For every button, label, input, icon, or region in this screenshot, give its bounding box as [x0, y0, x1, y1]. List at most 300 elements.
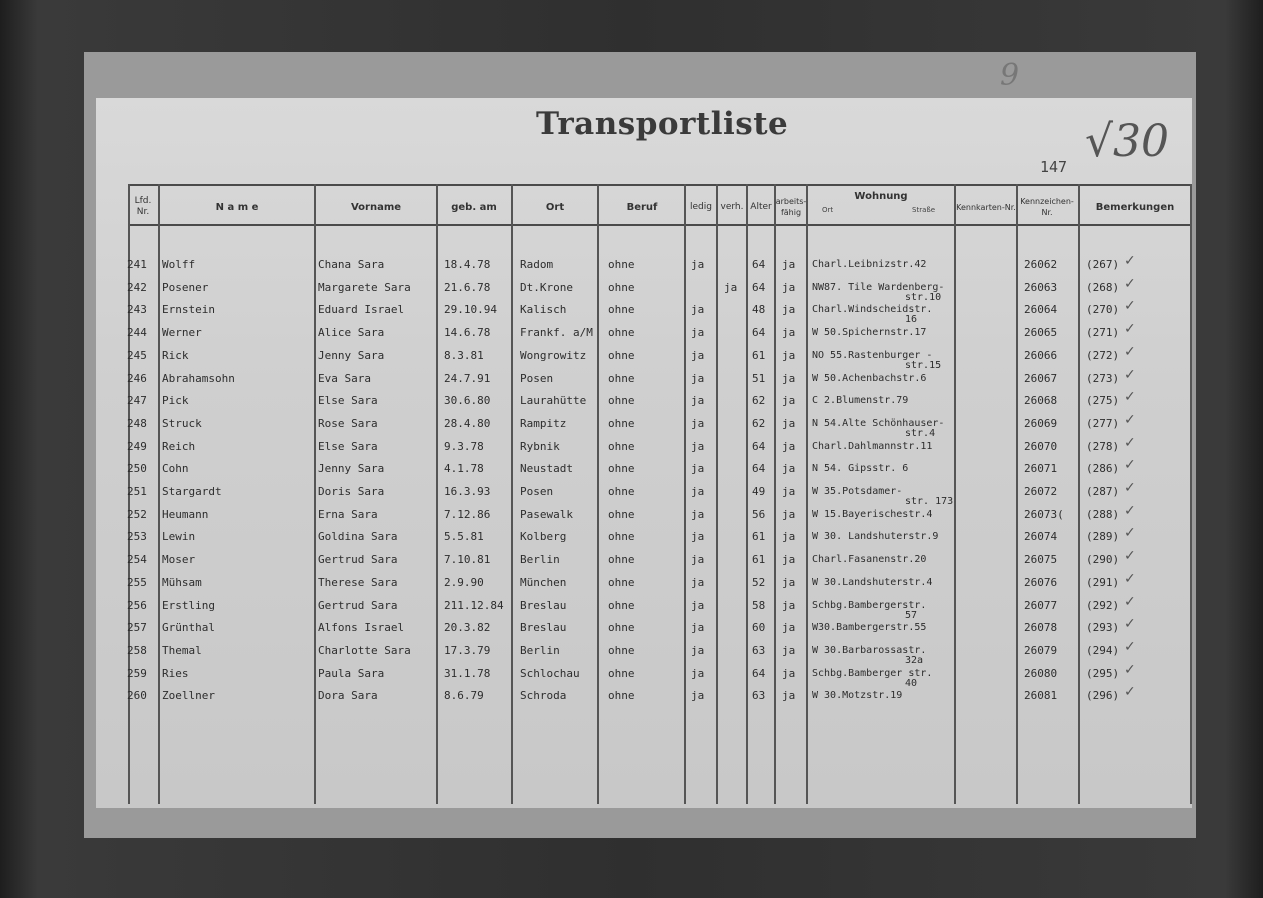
- header-ort: Ort: [545, 201, 565, 213]
- cell-wohnung: Charl.Dahlmannstr.11: [812, 440, 933, 452]
- cell-ledig: ja: [691, 598, 705, 612]
- cell-geb-am: 31.1.78: [444, 666, 491, 680]
- cell-ort: München: [520, 575, 567, 589]
- cell-lfd-nr: 245: [127, 348, 147, 362]
- cell-vorname: Jenny Sara: [318, 462, 385, 476]
- check-mark-icon: ✓: [1124, 275, 1136, 292]
- cell-bemerkung: (294): [1086, 643, 1120, 657]
- cell-wohnung: W 50.Spichernstr.17: [812, 327, 927, 339]
- cell-wohnung: W 30. Landshuterstr.9: [812, 531, 939, 543]
- check-mark-icon: ✓: [1124, 638, 1136, 655]
- cell-lfd-nr: 259: [127, 666, 147, 680]
- header-alter: Alter: [750, 201, 772, 212]
- cell-name: Grünthal: [162, 621, 215, 635]
- cell-lfd-nr: 241: [127, 258, 147, 271]
- cell-bemerkung: (296): [1086, 689, 1120, 703]
- cell-ort: Schlochau: [520, 666, 580, 680]
- cell-geb-am: 28.4.80: [444, 416, 491, 430]
- cell-bemerkung: (278): [1086, 439, 1120, 453]
- cell-name: Mühsam: [162, 575, 202, 589]
- cell-lfd-nr: 260: [127, 689, 147, 703]
- cell-name: Heumann: [162, 507, 209, 521]
- cell-vorname: Alfons Israel: [318, 621, 405, 635]
- cell-wohnung: W 15.Bayerischestr.4: [812, 508, 933, 520]
- cell-lfd-nr: 242: [127, 280, 147, 294]
- cell-ort: Wongrowitz: [520, 348, 587, 362]
- check-mark-icon: ✓: [1124, 661, 1136, 678]
- cell-ort: Dt.Krone: [520, 280, 573, 294]
- cell-lfd-nr: 255: [127, 575, 147, 589]
- column-rule: [436, 184, 438, 804]
- cell-kennzeichen-nr: 26071: [1024, 462, 1058, 476]
- cell-ort: Breslau: [520, 621, 567, 635]
- cell-arbeitsfaehig: ja: [782, 416, 796, 430]
- cell-ort: Breslau: [520, 598, 567, 612]
- cell-wohnung: C 2.Blumenstr.79: [812, 395, 909, 407]
- cell-beruf: ohne: [608, 303, 635, 317]
- cell-bemerkung: (289): [1086, 530, 1120, 544]
- cell-geb-am: 8.3.81: [444, 348, 484, 362]
- column-rule: [1078, 184, 1080, 804]
- cell-vorname: Therese Sara: [318, 575, 398, 589]
- cell-name: Pick: [162, 394, 189, 408]
- check-mark-icon: ✓: [1124, 616, 1136, 633]
- cell-kennzeichen-nr: 26065: [1024, 326, 1058, 340]
- column-rule: [1016, 184, 1018, 804]
- column-rule: [746, 184, 748, 804]
- cell-kennzeichen-nr: 26073(: [1024, 507, 1064, 521]
- cell-alter: 49: [752, 485, 766, 498]
- header-bemerkungen: Bemerkungen: [1095, 201, 1175, 213]
- cell-beruf: ohne: [608, 598, 635, 612]
- cell-wohnung: W 30.Barbarossastr.: [812, 644, 927, 656]
- cell-name: Lewin: [162, 530, 196, 544]
- cell-ledig: ja: [691, 348, 705, 362]
- cell-bemerkung: (272): [1086, 348, 1120, 362]
- cell-alter: 48: [752, 303, 766, 317]
- cell-wohnung: W 30.Landshuterstr.4: [812, 576, 933, 588]
- check-mark-icon: ✓: [1124, 298, 1136, 315]
- cell-arbeitsfaehig: ja: [782, 530, 796, 544]
- cell-vorname: Gertrud Sara: [318, 553, 398, 567]
- cell-arbeitsfaehig: ja: [782, 666, 796, 680]
- cell-kennzeichen-nr: 26064: [1024, 303, 1058, 317]
- cell-ledig: ja: [691, 666, 705, 680]
- cell-alter: 52: [752, 575, 766, 589]
- cell-vorname: Margarete Sara: [318, 280, 411, 294]
- cell-wohnung-continuation: str. 173: [905, 496, 954, 507]
- cell-lfd-nr: 258: [127, 643, 147, 657]
- cell-geb-am: 16.3.93: [444, 485, 491, 498]
- cell-name: Struck: [162, 416, 202, 430]
- cell-wohnung: W 30.Motzstr.19: [812, 690, 903, 702]
- check-mark-icon: ✓: [1124, 253, 1136, 269]
- cell-ledig: ja: [691, 575, 705, 589]
- cell-wohnung-continuation: str.10: [905, 291, 942, 303]
- cell-alter: 62: [752, 416, 766, 430]
- cell-arbeitsfaehig: ja: [782, 689, 796, 703]
- cell-name: Wolff: [162, 258, 196, 271]
- cell-vorname: Chana Sara: [318, 258, 385, 271]
- cell-beruf: ohne: [608, 530, 635, 544]
- header-kennkarten-nr: Kennkarten-Nr.: [956, 202, 1016, 212]
- cell-kennzeichen-nr: 26074: [1024, 530, 1058, 544]
- cell-alter: 64: [752, 439, 766, 453]
- cell-bemerkung: (295): [1086, 666, 1120, 680]
- cell-wohnung: W30.Bambergerstr.55: [812, 622, 927, 634]
- cell-arbeitsfaehig: ja: [782, 348, 796, 362]
- header-beruf: Beruf: [626, 201, 658, 213]
- check-mark-icon: ✓: [1124, 593, 1136, 610]
- cell-name: Cohn: [162, 462, 189, 476]
- cell-name: Zoellner: [162, 689, 215, 703]
- cell-ort: Rybnik: [520, 439, 560, 453]
- cell-bemerkung: (287): [1086, 485, 1120, 498]
- cell-vorname: Rose Sara: [318, 416, 378, 430]
- cell-ort: Kalisch: [520, 303, 567, 317]
- check-mark-icon: ✓: [1124, 411, 1136, 428]
- cell-alter: 56: [752, 507, 766, 521]
- cell-bemerkung: (273): [1086, 371, 1120, 385]
- cell-vorname: Else Sara: [318, 439, 378, 453]
- column-rule: [158, 184, 160, 804]
- cell-alter: 60: [752, 621, 766, 635]
- cell-beruf: ohne: [608, 643, 635, 657]
- cell-ledig: ja: [691, 326, 705, 340]
- cell-name: Posener: [162, 280, 209, 294]
- cell-alter: 61: [752, 553, 766, 567]
- cell-ort: Berlin: [520, 553, 560, 567]
- cell-name: Themal: [162, 643, 202, 657]
- cell-alter: 63: [752, 643, 766, 657]
- cell-lfd-nr: 249: [127, 439, 147, 453]
- cell-lfd-nr: 250: [127, 462, 147, 476]
- cell-wohnung-continuation: str.4: [905, 427, 936, 439]
- cell-geb-am: 21.6.78: [444, 280, 491, 294]
- handwritten-mark-top: 9: [1000, 58, 1020, 93]
- cell-kennzeichen-nr: 26079: [1024, 643, 1058, 657]
- cell-wohnung-continuation: 32a: [905, 654, 924, 666]
- cell-arbeitsfaehig: ja: [782, 394, 796, 408]
- cell-ort: Neustadt: [520, 462, 573, 476]
- cell-alter: 58: [752, 598, 766, 612]
- cell-vorname: Eva Sara: [318, 371, 371, 385]
- table-header-rule: [128, 224, 1190, 226]
- header-verh: verh.: [720, 201, 744, 212]
- cell-geb-am: 20.3.82: [444, 621, 491, 635]
- table-top-rule: [128, 184, 1190, 186]
- cell-lfd-nr: 244: [127, 326, 147, 340]
- cell-beruf: ohne: [608, 485, 635, 498]
- cell-ort: Posen: [520, 485, 554, 498]
- check-mark-icon: ✓: [1124, 525, 1136, 542]
- column-rule: [314, 184, 316, 804]
- cell-beruf: ohne: [608, 371, 635, 385]
- cell-lfd-nr: 254: [127, 553, 147, 567]
- cell-beruf: ohne: [608, 621, 635, 635]
- cell-arbeitsfaehig: ja: [782, 258, 796, 271]
- cell-vorname: Erna Sara: [318, 507, 378, 521]
- cell-arbeitsfaehig: ja: [782, 643, 796, 657]
- cell-ledig: ja: [691, 462, 705, 476]
- column-rule: [1190, 184, 1192, 804]
- cell-bemerkung: (271): [1086, 326, 1120, 340]
- cell-ledig: ja: [691, 416, 705, 430]
- cell-beruf: ohne: [608, 348, 635, 362]
- cell-wohnung: NW87. Tile Wardenberg-: [812, 281, 945, 293]
- header-lfd-nr: Lfd. Nr.: [134, 196, 152, 217]
- cell-kennzeichen-nr: 26066: [1024, 348, 1058, 362]
- cell-name: Abrahamsohn: [162, 371, 235, 385]
- cell-bemerkung: (291): [1086, 575, 1120, 589]
- check-mark-icon: ✓: [1124, 548, 1136, 565]
- cell-geb-am: 29.10.94: [444, 303, 497, 317]
- cell-beruf: ohne: [608, 689, 635, 703]
- cell-lfd-nr: 247: [127, 394, 147, 408]
- cell-vorname: Charlotte Sara: [318, 643, 411, 657]
- cell-wohnung: Schbg.Bambergerstr.: [812, 599, 927, 611]
- cell-alter: 61: [752, 530, 766, 544]
- cell-lfd-nr: 246: [127, 371, 147, 385]
- header-name: N a m e: [215, 201, 259, 213]
- cell-wohnung: W 35.Potsdamer-: [812, 486, 903, 497]
- cell-name: Erstling: [162, 598, 215, 612]
- cell-geb-am: 211.12.84: [444, 598, 504, 612]
- check-mark-icon: ✓: [1124, 480, 1136, 496]
- cell-ledig: ja: [691, 621, 705, 635]
- cell-wohnung-continuation: 16: [905, 314, 918, 326]
- cell-bemerkung: (267): [1086, 258, 1120, 271]
- cell-ledig: ja: [691, 303, 705, 317]
- cell-kennzeichen-nr: 26081: [1024, 689, 1058, 703]
- cell-geb-am: 2.9.90: [444, 575, 484, 589]
- cell-lfd-nr: 248: [127, 416, 147, 430]
- cell-beruf: ohne: [608, 394, 635, 408]
- cell-alter: 64: [752, 280, 766, 294]
- cell-ledig: ja: [691, 553, 705, 567]
- cell-bemerkung: (270): [1086, 303, 1120, 317]
- cell-alter: 62: [752, 394, 766, 408]
- cell-bemerkung: (292): [1086, 598, 1120, 612]
- check-mark-icon: ✓: [1124, 389, 1136, 406]
- handwritten-mark-corner: √30: [1085, 116, 1170, 167]
- cell-alter: 51: [752, 371, 766, 385]
- cell-wohnung-continuation: str.15: [905, 359, 942, 371]
- cell-kennzeichen-nr: 26063: [1024, 280, 1058, 294]
- cell-ort: Radom: [520, 258, 554, 271]
- cell-bemerkung: (288): [1086, 507, 1120, 521]
- cell-kennzeichen-nr: 26067: [1024, 371, 1058, 385]
- cell-name: Moser: [162, 553, 196, 567]
- column-rule: [511, 184, 513, 804]
- cell-ledig: ja: [691, 371, 705, 385]
- cell-wohnung-continuation: 40: [905, 677, 918, 689]
- cell-alter: 64: [752, 666, 766, 680]
- cell-geb-am: 7.12.86: [444, 507, 491, 521]
- cell-arbeitsfaehig: ja: [782, 326, 796, 340]
- check-mark-icon: ✓: [1124, 570, 1136, 587]
- header-geb-am: geb. am: [451, 201, 497, 213]
- cell-lfd-nr: 243: [127, 303, 147, 317]
- cell-alter: 64: [752, 462, 766, 476]
- cell-wohnung: Charl.Fasanenstr.20: [812, 554, 927, 566]
- cell-ort: Laurahütte: [520, 394, 587, 408]
- cell-vorname: Doris Sara: [318, 485, 385, 498]
- cell-lfd-nr: 257: [127, 621, 147, 635]
- cell-bemerkung: (293): [1086, 621, 1120, 635]
- column-rule: [774, 184, 776, 804]
- cell-bemerkung: (286): [1086, 462, 1120, 476]
- cell-ort: Rampitz: [520, 416, 567, 430]
- check-mark-icon: ✓: [1124, 321, 1136, 338]
- cell-beruf: ohne: [608, 439, 635, 453]
- cell-beruf: ohne: [608, 507, 635, 521]
- cell-arbeitsfaehig: ja: [782, 621, 796, 635]
- cell-vorname: Jenny Sara: [318, 348, 385, 362]
- header-wohnung-strasse: Straße: [912, 206, 936, 214]
- check-mark-icon: ✓: [1124, 502, 1136, 519]
- cell-kennzeichen-nr: 26078: [1024, 621, 1058, 635]
- cell-kennzeichen-nr: 26077: [1024, 598, 1058, 612]
- cell-bemerkung: (290): [1086, 553, 1120, 567]
- cell-beruf: ohne: [608, 416, 635, 430]
- cell-beruf: ohne: [608, 280, 635, 294]
- cell-name: Reich: [162, 439, 196, 453]
- cell-geb-am: 14.6.78: [444, 326, 491, 340]
- cell-lfd-nr: 256: [127, 598, 147, 612]
- cell-arbeitsfaehig: ja: [782, 507, 796, 521]
- cell-vorname: Dora Sara: [318, 689, 378, 703]
- cell-geb-am: 30.6.80: [444, 394, 491, 408]
- cell-ledig: ja: [691, 507, 705, 521]
- cell-ort: Schroda: [520, 689, 567, 703]
- cell-alter: 63: [752, 689, 766, 703]
- check-mark-icon: ✓: [1124, 457, 1136, 474]
- cell-name: Ries: [162, 666, 189, 680]
- cell-arbeitsfaehig: ja: [782, 485, 796, 498]
- cell-alter: 61: [752, 348, 766, 362]
- cell-arbeitsfaehig: ja: [782, 439, 796, 453]
- check-mark-icon: ✓: [1124, 434, 1136, 451]
- cell-bemerkung: (268): [1086, 280, 1120, 294]
- header-arbeitsfaehig: arbeits-fähig: [775, 197, 807, 217]
- cell-ledig: ja: [691, 394, 705, 408]
- check-mark-icon: ✓: [1124, 343, 1136, 360]
- cell-geb-am: 18.4.78: [444, 258, 491, 271]
- header-wohnung-ort: Ort: [822, 206, 834, 214]
- cell-lfd-nr: 251: [127, 485, 147, 498]
- column-rule: [716, 184, 718, 804]
- check-mark-icon: ✓: [1124, 684, 1136, 701]
- cell-name: Stargardt: [162, 485, 222, 498]
- cell-name: Werner: [162, 326, 202, 340]
- cell-vorname: Goldina Sara: [318, 530, 398, 544]
- cell-kennzeichen-nr: 26072: [1024, 485, 1058, 498]
- cell-beruf: ohne: [608, 553, 635, 567]
- cell-lfd-nr: 252: [127, 507, 147, 521]
- cell-arbeitsfaehig: ja: [782, 371, 796, 385]
- cell-arbeitsfaehig: ja: [782, 303, 796, 317]
- cell-vorname: Eduard Israel: [318, 303, 405, 317]
- cell-kennzeichen-nr: 26076: [1024, 575, 1058, 589]
- cell-geb-am: 7.10.81: [444, 553, 491, 567]
- cell-kennzeichen-nr: 26069: [1024, 416, 1058, 430]
- cell-alter: 64: [752, 326, 766, 340]
- cell-geb-am: 24.7.91: [444, 371, 491, 385]
- column-rule: [806, 184, 808, 804]
- cell-arbeitsfaehig: ja: [782, 462, 796, 476]
- cell-geb-am: 9.3.78: [444, 439, 484, 453]
- header-kennzeichen-nr: Kennzeichen-Nr.: [1020, 197, 1074, 217]
- cell-ledig: ja: [691, 485, 705, 498]
- cell-wohnung: Charl.Windscheidstr.: [812, 304, 933, 316]
- cell-wohnung: NO 55.Rastenburger -: [812, 349, 933, 361]
- cell-ort: Pasewalk: [520, 507, 573, 521]
- cell-ort: Posen: [520, 371, 554, 385]
- cell-geb-am: 8.6.79: [444, 689, 484, 703]
- cell-kennzeichen-nr: 26080: [1024, 666, 1058, 680]
- cell-ort: Berlin: [520, 643, 560, 657]
- cell-ort: Frankf. a/M: [520, 326, 593, 340]
- cell-bemerkung: (277): [1086, 416, 1120, 430]
- cell-ort: Kolberg: [520, 530, 567, 544]
- cell-geb-am: 5.5.81: [444, 530, 484, 544]
- check-mark-icon: ✓: [1124, 366, 1136, 383]
- cell-ledig: ja: [691, 258, 705, 271]
- cell-arbeitsfaehig: ja: [782, 280, 796, 294]
- cell-ledig: ja: [691, 643, 705, 657]
- cell-arbeitsfaehig: ja: [782, 598, 796, 612]
- cell-verh: ja: [724, 280, 738, 294]
- cell-vorname: Else Sara: [318, 394, 378, 408]
- cell-wohnung: N 54. Gipsstr. 6: [812, 463, 909, 475]
- cell-beruf: ohne: [608, 326, 635, 340]
- column-rule: [597, 184, 599, 804]
- column-rule: [684, 184, 686, 804]
- cell-beruf: ohne: [608, 462, 635, 476]
- cell-vorname: Alice Sara: [318, 326, 385, 340]
- cell-geb-am: 17.3.79: [444, 643, 491, 657]
- cell-wohnung: Schbg.Bamberger str.: [812, 667, 933, 679]
- cell-lfd-nr: 253: [127, 530, 147, 544]
- cell-ledig: ja: [691, 689, 705, 703]
- cell-arbeitsfaehig: ja: [782, 575, 796, 589]
- cell-alter: 64: [752, 258, 766, 271]
- cell-beruf: ohne: [608, 575, 635, 589]
- cell-name: Ernstein: [162, 303, 215, 317]
- cell-vorname: Gertrud Sara: [318, 598, 398, 612]
- cell-beruf: ohne: [608, 258, 635, 271]
- header-vorname: Vorname: [350, 201, 402, 213]
- cell-geb-am: 4.1.78: [444, 462, 484, 476]
- cell-bemerkung: (275): [1086, 394, 1120, 408]
- column-rule: [954, 184, 956, 804]
- cell-ledig: ja: [691, 439, 705, 453]
- cell-wohnung: N 54.Alte Schönhauser-: [812, 417, 945, 429]
- cell-wohnung: W 50.Achenbachstr.6: [812, 372, 927, 384]
- sheet-number: 147: [1040, 158, 1068, 176]
- cell-wohnung-continuation: 57: [905, 609, 918, 621]
- cell-name: Rick: [162, 348, 189, 362]
- cell-kennzeichen-nr: 26062: [1024, 258, 1058, 271]
- cell-kennzeichen-nr: 26068: [1024, 394, 1058, 408]
- cell-vorname: Paula Sara: [318, 666, 385, 680]
- cell-kennzeichen-nr: 26070: [1024, 439, 1058, 453]
- cell-kennzeichen-nr: 26075: [1024, 553, 1058, 567]
- cell-beruf: ohne: [608, 666, 635, 680]
- page-title: Transportliste: [536, 106, 789, 142]
- cell-wohnung: Charl.Leibnizstr.42: [812, 259, 927, 270]
